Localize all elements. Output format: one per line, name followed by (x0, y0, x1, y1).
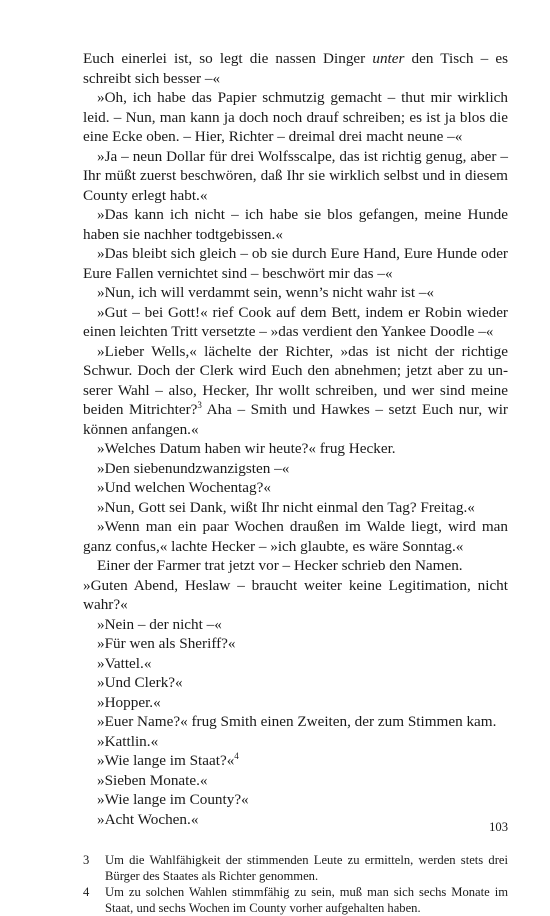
footnote-reference: 3 (197, 400, 202, 410)
paragraph (83, 751, 508, 771)
text-run: »Für wen als Sheriff?« (97, 635, 236, 652)
text-run: »Acht Wochen.« (97, 810, 199, 828)
paragraph (83, 771, 508, 791)
paragraph (83, 576, 508, 615)
paragraph (83, 439, 508, 459)
text-run: Euch einerlei ist, so legt die nassen Dinger (83, 50, 373, 67)
text-run: »Wie lange im Staat?« (97, 752, 235, 769)
text-run: »Guten Abend, Heslaw – braucht weiter keine Legitimation, nicht wahr?« (83, 576, 508, 613)
text-run: den Tisch – es schreibt sich besser –« (83, 50, 508, 87)
text-run: Aha – Smith und Hawkes – setzt Euch nur, wir können anfangen.« (83, 401, 508, 438)
paragraph (83, 732, 508, 752)
paragraph (83, 244, 508, 283)
body-text (83, 49, 508, 829)
paragraph (83, 517, 508, 556)
text-run: »Den siebenundzwanzigsten –« (97, 459, 290, 477)
text-run: »Welches Datum haben wir heute?« frug Hecker. (97, 440, 396, 457)
text-run: »Nun, ich will verdammt sein, wenn’s nicht wahr ist –« (97, 284, 435, 301)
paragraph (83, 88, 508, 147)
footnote-text: Um zu solchen Wahlen stimmfähig zu sein, muß man sich sechs Monate im Staat, und sechs Wochen im County vorher aufgehalten haben. (105, 885, 508, 915)
footnote (83, 884, 508, 916)
paragraph (83, 147, 508, 206)
paragraph (83, 693, 508, 713)
paragraph (83, 634, 508, 654)
text-run: »Vattel.« (97, 654, 152, 672)
book-page (83, 49, 508, 916)
text-run: »Hopper.« (97, 693, 161, 711)
footnote-reference: 4 (234, 751, 239, 761)
paragraph (83, 712, 508, 732)
footnote (83, 852, 508, 884)
text-run: »Sieben Monate.« (97, 771, 208, 789)
text-run: »Oh, ich habe das Papier schmutzig gemacht – thut mir wirklich leid. – Nun, man kann ja doch noch drauf schreiben; es ist ja blos die eine Ecke oben. – Hier, Richter – dreimal drei macht neune –« (83, 89, 508, 145)
paragraph (83, 478, 508, 498)
text-run: »Lieber Wells,« lächelte der Richter, »das ist nicht der richtige Schwur. Doch der Clerk wird Euch den abnehmen; jetzt aber zu unserer Wahl – also, Hecker, Ihr wollt schreiben, und wer sind meine beiden Mitrichter? (83, 342, 508, 418)
paragraph (83, 654, 508, 674)
footnote-number: 4 (83, 885, 90, 899)
paragraph (83, 556, 508, 576)
text-run: »Und Clerk?« (97, 674, 183, 691)
text-run: »Das bleibt sich gleich – ob sie durch Eure Hand, Eure Hunde oder Eure Fallen vernichtet sind – beschwört mir das –« (83, 245, 508, 282)
footnote-number: 3 (83, 853, 90, 867)
paragraph (83, 205, 508, 244)
paragraph (83, 303, 508, 342)
text-run: »Gut – bei Gott!« rief Cook auf dem Bett, indem er Robin wieder einen leichten Tritt versetzte – »das verdient den Yankee Doodle –« (83, 303, 508, 340)
paragraph (83, 498, 508, 518)
text-run: »Nein – der nicht –« (97, 615, 222, 633)
paragraph (83, 49, 508, 88)
footnote-text: Um die Wahlfähigkeit der stimmenden Leute zu ermitteln, werden stets drei Bürger des Staates als Richter genommen. (105, 853, 508, 883)
paragraph (83, 459, 508, 479)
text-run: »Nun, Gott sei Dank, wißt Ihr nicht einmal den Tag? Freitag.« (97, 498, 475, 516)
text-run: »Wie lange im County?« (97, 791, 249, 808)
text-run: Einer der Farmer trat jetzt vor – Hecker schrieb den Namen. (97, 557, 463, 574)
page-number: 103 (489, 820, 508, 834)
footnotes (83, 852, 508, 916)
paragraph (83, 283, 508, 303)
text-run: »Und welchen Wochentag?« (97, 479, 271, 496)
emphasis: unter (372, 50, 405, 67)
paragraph (83, 790, 508, 810)
text-run: »Ja – neun Dollar für drei Wolfsscalpe, das ist richtig genug, aber – Ihr müßt zuerst beschwören, daß Ihr sie wirklich selbst und in diesem County erlegt habt.« (83, 147, 508, 204)
text-run: »Wenn man ein paar Wochen draußen im Walde liegt, wird man ganz confus,« lachte Hecker – »ich glaubte, es wäre Sonntag.« (83, 518, 508, 555)
paragraph (83, 342, 508, 440)
text-run: »Das kann ich nicht – ich habe sie blos gefangen, meine Hunde haben sie nachher todtgebissen.« (83, 206, 508, 243)
paragraph (83, 810, 508, 830)
text-run: »Euer Name?« frug Smith einen Zweiten, der zum Stimmen kam. (97, 713, 497, 730)
text-run: »Kattlin.« (97, 732, 159, 750)
paragraph (83, 615, 508, 635)
paragraph (83, 673, 508, 693)
